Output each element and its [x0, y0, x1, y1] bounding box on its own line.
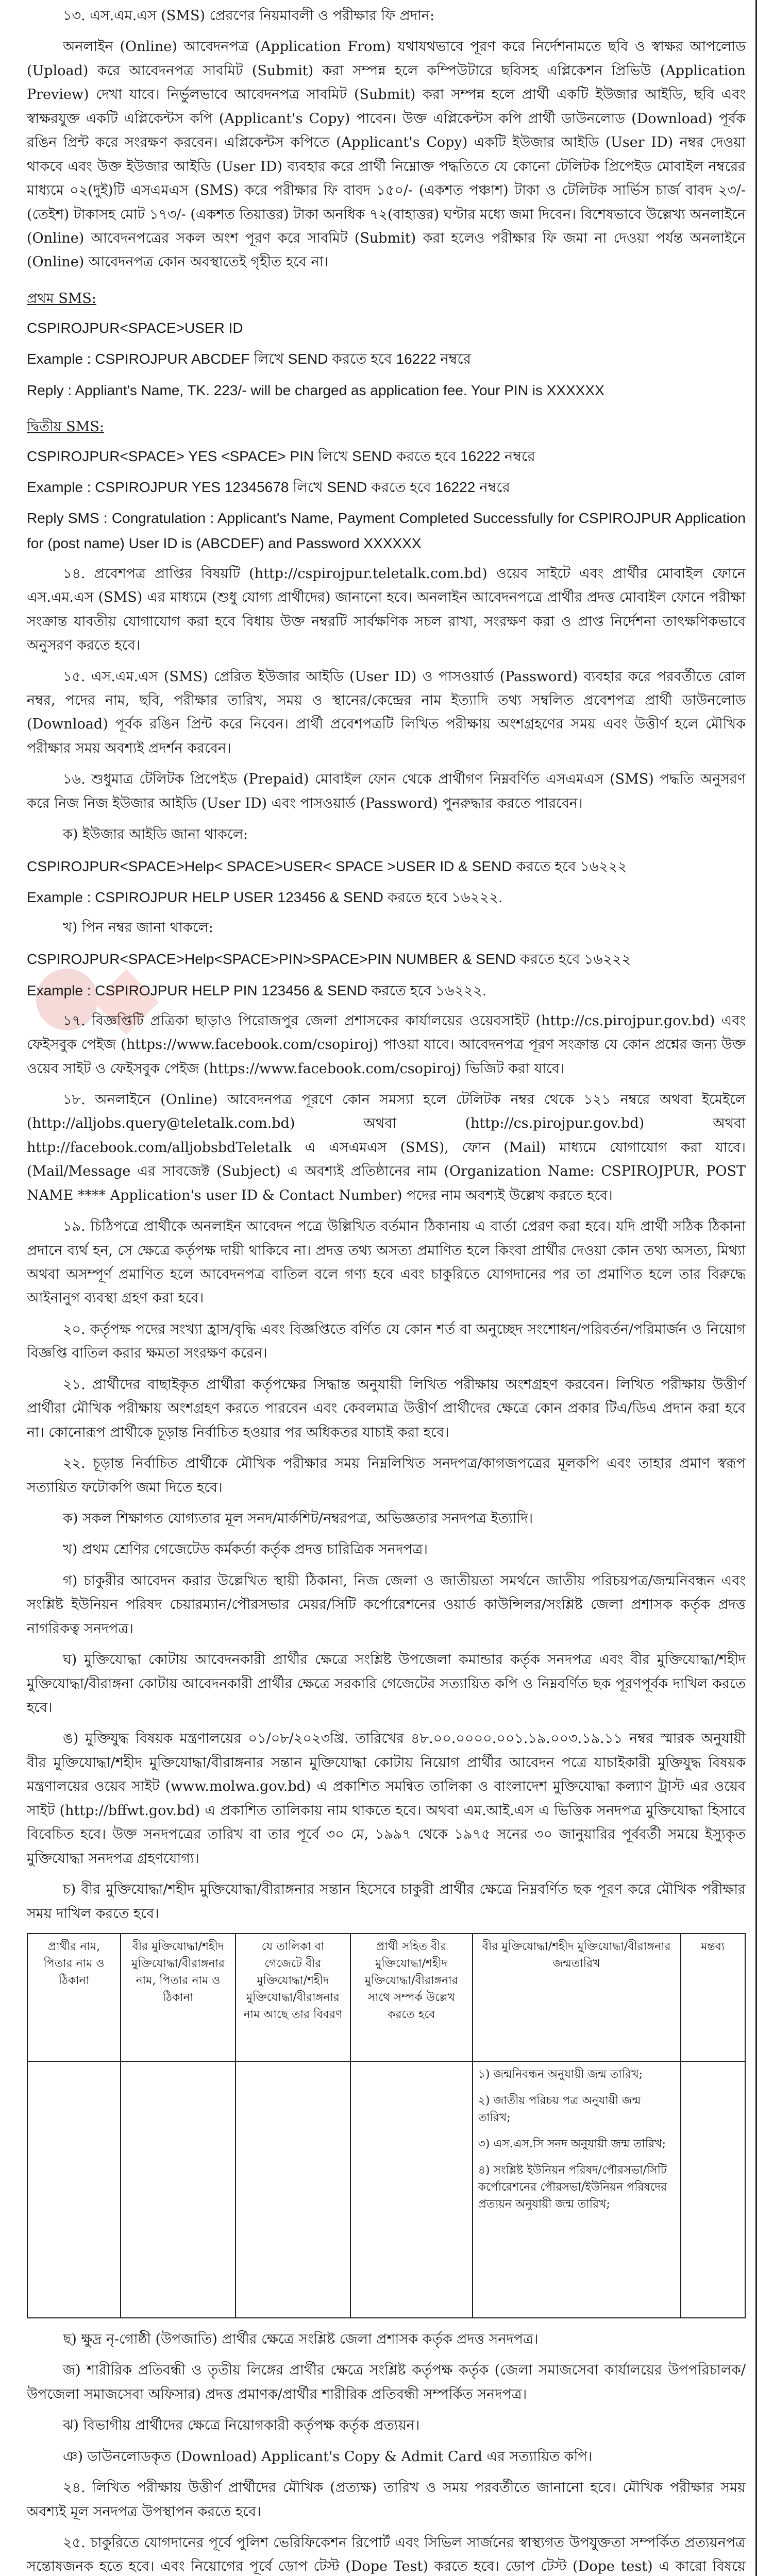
paragraph-16-b-example: Example : CSPIROJPUR HELP PIN 123456 & SEND করতে হবে ১৬২২২.	[27, 982, 486, 998]
document-content	[27, 4, 746, 2576]
paragraph-22: ২২. চূড়ান্ত নির্বাচিত প্রার্থীকে মৌখিক পরীক্ষার সময় নিম্নলিখিত সনদপত্র/কাগজপত্রের মূলকপি এবং তাহার প্রমাণ স্বরূপ সত্যায়িত ফটোকপি জমা দিতে হবে।	[27, 1455, 746, 1496]
table-cell-birth-dates	[473, 2061, 681, 2318]
table-cell	[121, 2061, 236, 2318]
paragraph-21: ২১. প্রার্থীদের বাছাইকৃত প্রার্থীরা কর্তৃপক্ষের সিদ্ধান্ত অনুযায়ী লিখিত পরীক্ষায় অংশগ্রহণ করবেন। লিখিত পরীক্ষায় উত্তীর্ণ প্রার্থীরা মৌখিক পরীক্ষায় অংশগ্রহণ করতে পারবেন এবং কেবলমাত্র উত্তীর্ণ প্রার্থীদের ক্ষেত্রে কোন প্রকার টিএ/ডিএ প্রদান করা হবে না। কোনোরূপ প্রার্থীকে চূড়ান্ত নির্বাচিত হওয়ার পর অধিকতর যাচাই করা হবে।	[27, 1376, 746, 1440]
table-cell	[681, 2061, 745, 2318]
table-header-cell: প্রার্থী সহিত বীর মুক্তিযোদ্ধা/শহীদ মুক্তিযোদ্ধা/বীরাঙ্গনার সাথে সম্পর্ক উল্লেখ করতে হবে	[350, 1934, 473, 2061]
paragraph-16-a-example: Example : CSPIROJPUR HELP USER 123456 & SEND করতে হবে ১৬২২২.	[27, 889, 502, 905]
paragraph-27: ঙ) মুক্তিযুদ্ধ বিষয়ক মন্ত্রণালয়ের ০১/০৮/২০২৩খ্রি. তারিখের ৪৮.০০.০০০০.০০১.১৯.০০৩.১৯.১১ নম্বর স্মারক অনুযায়ী বীর মুক্তিযোদ্ধা/শহীদ মুক্তিযোদ্ধা/বীরাঙ্গনার সন্তান মুক্তিযোদ্ধা কোটায় নিয়োগ প্রার্থীর আবেদন পত্রে যাচাইকারী মুক্তিযুদ্ধ বিষয়ক মন্ত্রণালয়ের ওয়েব সাইট (www.molwa.gov.bd) এ প্রকাশিত সমন্বিত তালিকা ও বাংলাদেশ মুক্তিযোদ্ধা কল্যাণ ট্রাস্ট এর ওয়েব সাইট (http://bffwt.gov.bd) এ প্রকাশিত তালিকায় নাম থাকতে হবে। অথবা এম.আই.এস এ ভিত্তিক সনদপত্র মুক্তিযোদ্ধা হিসাবে বিবেচিত হবে। উক্ত সনদপত্রের তারিখ বা তার পূর্বে ৩০ মে, ১৯৯৭ থেকে ১৯৭৫ সনের ৩০ জানুয়ারির পূর্ববর্তী সময়ে ইস্যুকৃত মুক্তিযোদ্ধা সনদপত্র গ্রহণযোগ্য।	[27, 1731, 746, 1867]
paragraph-33: ২৪. লিখিত পরীক্ষায় উত্তীর্ণ প্রার্থীদের মৌখিক (প্রত্যক্ষ) তারিখ ও সময় পরবর্তীতে জানানো হবে। মৌখিক পরীক্ষার সময় অবশ্যই মূল সনদপত্র উপস্থাপন করতে হবে।	[27, 2480, 746, 2520]
paragraph-20: ২০. কর্তৃপক্ষ পদের সংখ্যা হ্রাস/বৃদ্ধি এবং বিজ্ঞপ্তিতে বর্ণিত যে কোন শর্ত বা অনুচ্ছেদ সংশোধন/পরিবর্তন/পরিমার্জন ও নিয়োগ বিজ্ঞপ্তি বাতিল করার ক্ষমতা সংরক্ষণ করেন।	[27, 1321, 746, 1362]
table-cell	[27, 2061, 121, 2318]
paragraph-16: ১৬. শুধুমাত্র টেলিটক প্রিপেইড (Prepaid) মোবাইল ফোন থেকে প্রার্থীগণ নিম্নবর্ণিত এসএমএস (SMS) পদ্ধতি অনুসরণ করে নিজ নিজ ইউজার আইডি (User ID) এবং পাসওয়ার্ড (Password) পুনরুদ্ধার করতে পারবেন।	[27, 771, 746, 811]
second-sms-heading: দ্বিতীয় SMS:	[27, 418, 104, 435]
second-sms-reply: Reply SMS : Congratulation : Applicant's Name, Payment Completed Successfully for CSPIROJPUR Application for (post name) User ID is (ABCDEF) and Password XXXXXX	[27, 510, 746, 551]
paragraph-16-b-format: CSPIROJPUR<SPACE>Help<SPACE>PIN>SPACE>PIN NUMBER & SEND করতে হবে ১৬২২২	[27, 951, 631, 968]
paragraph-26: ঘ) মুক্তিযোদ্ধা কোটায় আবেদনকারী প্রার্থীর ক্ষেত্রে সংশ্লিষ্ট উপজেলা কমান্ডার কর্তৃক সনদপত্র এবং বীর মুক্তিযোদ্ধা/শহীদ মুক্তিযোদ্ধা/বীরাঙ্গনা কোটায় আবেদনকারী প্রার্থীর ক্ষেত্রে সরকারি গেজেটের সত্যায়িত কপি ও নিম্নবর্ণিত ছক পূরণপূর্বক দাখিল করতে হবে।	[27, 1652, 746, 1716]
paragraph-28: চ) বীর মুক্তিযোদ্ধা/শহীদ মুক্তিযোদ্ধা/বীরাঙ্গনার সন্তান হিসেবে চাকুরী প্রার্থীর ক্ষেত্রে নিম্নবর্ণিত ছক পূরণ করে মৌখিক পরীক্ষার সময় দাখিল করতে হবে।	[27, 1882, 746, 1922]
birth-date-list	[478, 2066, 675, 2213]
paragraph-online-intro: অনলাইন (Online) আবেদনপত্র (Application From) যথাযথভাবে পূরণ করে নির্দেশনামতে ছবি ও স্বাক্ষর আপলোড (Upload) করে আবেদনপত্র সাবমিট (Submit) করা সম্পন্ন হলে কম্পিউটারে ছবিসহ এপ্লিকেশন প্রিভিউ (Application Preview) দেখা যাবে। নির্ভুলভাবে আবেদনপত্র সাবমিট (Submit) করা সম্পন্ন হলে প্রার্থী একটি ইউজার আইডি, ছবি এবং স্বাক্ষরযুক্ত একটি এপ্লিকেন্টস কপি (Applicant's Copy) পাবেন। উক্ত এপ্লিকেন্টস কপি প্রার্থী ডাউনলোড (Download) পূর্বক রঙিন প্রিন্ট করে সংরক্ষণ করবেন। এপ্লিকেন্টস কপিতে (Applicant's Copy) একটি ইউজার আইডি (User ID) নম্বর দেওয়া থাকবে এবং উক্ত ইউজার আইডি (User ID) ব্যবহার করে প্রার্থী নিম্নোক্ত পদ্ধতিতে যে কোনো টেলিটক প্রিপেইড মোবাইল নম্বরের মাধ্যমে ০২(দুই)টি এসএমএস (SMS) করে পরীক্ষার ফি বাবদ ১৫০/- (একশত পঞ্চাশ) টাকা ও টেলিটক সার্ভিস চার্জ বাবদ ২৩/- (তেইশ) টাকাসহ মোট ১৭৩/- (একশত তিয়াত্তর) টাকা অনধিক ৭২(বাহাত্তর) ঘণ্টার মধ্যে জমা দিবেন। বিশেষভাবে উল্লেখ্য অনলাইনে (Online) আবেদনপত্রের সকল অংশ পূরণ করে সাবমিট (Submit) করা হলেও পরীক্ষার ফি জমা না দেওয়া পর্যন্ত অনলাইনে (Online) আবেদনপত্র কোন অবস্থাতেই গৃহীত হবে না।	[27, 39, 746, 270]
paragraph-31: ঝ) বিভাগীয় প্রার্থীদের ক্ষেত্রে নিয়োগকারী কর্তৃপক্ষ কর্তৃক প্রত্যয়ন।	[63, 2417, 420, 2434]
list-item: ১) জন্মনিবন্ধন অনুযায়ী জন্ম তারিখ;	[478, 2067, 643, 2081]
table-cell	[236, 2061, 350, 2318]
first-sms-reply: Reply : Appliant's Name, TK. 223/- will be charged as application fee. Your PIN is XXXXXX	[27, 382, 604, 398]
first-sms-heading: প্রথম SMS:	[27, 290, 96, 307]
paragraph-29: ছ) ক্ষুদ্র নৃ-গোষ্ঠী (উপজাতি) প্রার্থীর ক্ষেত্রে সংশ্লিষ্ট জেলা প্রশাসক কর্তৃক প্রদত্ত সনদপত্র।	[63, 2331, 539, 2347]
paragraph-19: ১৯. চিঠিপত্রে প্রার্থীকে অনলাইন আবেদন পত্রে উল্লিখিত বর্তমান ঠিকানায় এ বার্তা প্রেরণ করা হবে। যদি প্রার্থী সঠিক ঠিকানা প্রদানে ব্যর্থ হন, সে ক্ষেত্রে কর্তৃপক্ষ দায়ী থাকিবে না। প্রদত্ত তথ্য অসত্য প্রমাণিত হলে কিংবা প্রার্থীর দেওয়া কোন তথ্য অসত্য, মিথ্যা অথবা অসম্পূর্ণ প্রমাণিত হলে আবেদনপত্র বাতিল বলে গণ্য হবে এবং চাকুরিতে যোগদানের পর তা প্রমাণিত হলে তার বিরুদ্ধে আইনানুগ ব্যবস্থা গ্রহণ করা হবে।	[27, 1218, 746, 1307]
paragraph-15: ১৫. এস.এম.এস (SMS) প্রেরিত ইউজার আইডি (User ID) ও পাসওয়ার্ড (Password) ব্যবহার করে পরবর্তীতে রোল নম্বর, পদের নাম, ছবি, পরীক্ষার তারিখ, সময় ও স্থানের/কেন্দ্রের নাম ইত্যাদি তথ্য সম্বলিত প্রবেশপত্র প্রার্থী ডাউনলোড (Download) পূর্বক রঙিন প্রিন্ট করে নিবেন। প্রার্থী প্রবেশপত্রটি লিখিত পরীক্ষায় অংশগ্রহণের সময় এবং উত্তীর্ণ হলে মৌখিক পরীক্ষার সময় অবশ্যই প্রদর্শন করবেন।	[27, 668, 746, 756]
paragraph-23: ক) সকল শিক্ষাগত যোগ্যতার মূল সনদ/মার্কশিট/নম্বরপত্র, অভিজ্ঞতার সনদপত্র ইত্যাদি।	[63, 1510, 533, 1527]
table-header-row	[27, 1934, 745, 2061]
list-item: ৩) এস.এস.সি সনদ অনুযায়ী জন্ম তারিখ;	[478, 2137, 666, 2150]
list-item: ৪) সংশ্লিষ্ট ইউনিয়ন পরিষদ/পৌরসভা/সিটি কর্পোরেশনের পৌরসভা/ইউনিয়ন পরিষদের প্রত্যয়ন অনুযায়ী জন্ম তারিখ;	[478, 2163, 667, 2211]
table-header-cell: যে তালিকা বা গেজেটে বীর মুক্তিযোদ্ধা/শহীদ মুক্তিযোদ্ধা/বীরাঙ্গনার নাম আছে তার বিবরণ	[236, 1934, 350, 2061]
list-item: ২) জাতীয় পরিচয় পত্র অনুযায়ী জন্ম তারিখ;	[478, 2094, 641, 2124]
freedom-fighter-table	[27, 1933, 746, 2318]
paragraph-17: ১৭. বিজ্ঞপ্তিটি প্রত্রিকা ছাড়াও পিরোজপুর জেলা প্রশাসকের কার্যালয়ের ওয়েবসাইট (http://cs.pirojpur.gov.bd) এবং ফেইসবুক পেইজ (https://www.facebook.com/csopiroj) পাওয়া যাবে। আবেদনপত্র পূরণ সংক্রান্ত যে কোন প্রশ্নের জন্য উক্ত ওয়েব সাইট ও ফেইসবুক পেইজ (https://www.facebook.com/csopiroj) ভিজিট করা যাবে।	[27, 1012, 746, 1077]
paragraph-16-a: ক) ইউজার আইডি জানা থাকলে:	[63, 826, 248, 843]
first-sms-example: Example : CSPIROJPUR ABCDEF লিখে SEND করতে হবে 16222 নম্বরে	[27, 351, 472, 367]
paragraph-30: জ) শারীরিক প্রতিবন্ধী ও তৃতীয় লিঙ্গের প্রার্থীর ক্ষেত্রে সংশ্লিষ্ট কর্তৃপক্ষ কর্তৃক (জেলা সমাজসেবা কার্যালয়ের উপপরিচালক/উপজেলা সমাজসেবা অফিসার) প্রদত্ত প্রমাণক/প্রার্থীর শারীরিক প্রতিবন্ধী সম্পর্কিত সনদপত্র।	[27, 2362, 746, 2402]
table-header-cell: মন্তব্য	[681, 1934, 745, 2061]
paragraph-32: ঞ) ডাউনলোডকৃত (Download) Applicant's Copy & Admit Card এর সত্যায়িত কপি।	[63, 2448, 593, 2465]
section-title: ১৩. এস.এম.এস (SMS) প্রেরণের নিয়মাবলী ও পরীক্ষার ফি প্রদান:	[63, 8, 435, 24]
table-cell	[350, 2061, 473, 2318]
paragraph-14: ১৪. প্রবেশপত্র প্রাপ্তির বিষয়টি (http://cspirojpur.teletalk.com.bd) ওয়েব সাইটে এবং প্রার্থীর মোবাইল ফোনে এস.এম.এস (SMS) এর মাধ্যমে (শুধু যোগ্য প্রার্থীদের) জানানো হবে। অনলাইন আবেদনপত্রে প্রার্থীর প্রদত্ত মোবাইল ফোনে পরীক্ষা সংক্রান্ত যাবতীয় যোগাযোগ করা হবে বিধায় উক্ত নম্বরটি সার্বক্ষণিক সচল রাখা, সংরক্ষণ করা ও প্রাপ্ত নির্দেশনা তাৎক্ষণিকভাবে অনুসরণ করতে হবে।	[27, 565, 746, 654]
paragraph-24: খ) প্রথম শ্রেণির গেজেটেড কর্মকর্তা কর্তৃক প্রদত্ত চারিত্রিক সনদপত্র।	[63, 1541, 428, 1558]
table-header-cell: বীর মুক্তিযোদ্ধা/শহীদ মুক্তিযোদ্ধা/বীরাঙ্গনার জন্মতারিখ	[473, 1934, 681, 2061]
table-header-cell: প্রার্থীর নাম, পিতার নাম ও ঠিকানা	[27, 1934, 121, 2061]
table-row	[27, 2061, 745, 2318]
paragraph-16-a-format: CSPIROJPUR<SPACE>Help< SPACE>USER< SPACE >USER ID & SEND করতে হবে ১৬২২২	[27, 858, 627, 874]
first-sms-format: CSPIROJPUR<SPACE>USER ID	[27, 320, 243, 336]
paragraph-25: গ) চাকুরীর আবেদন করার উল্লেখিত স্থায়ী ঠিকানা, নিজ জেলা ও জাতীয়তা সমর্থনে জাতীয় পরিচয়পত্র/জন্মনিবন্ধন এবং সংশ্লিষ্ট ইউনিয়ন পরিষদ চেয়ারম্যান/পৌরসভার মেয়র/সিটি কর্পোরেশনের ওয়ার্ড কাউন্সিলর/সংশ্লিষ্ট জেলা প্রশাসক কর্তৃক প্রদত্ত নাগরিকত্ব সনদপত্র।	[27, 1572, 746, 1637]
paragraph-34: ২৫. চাকুরিতে যোগদানের পূর্বে পুলিশ ভেরিফিকেশন রিপোর্ট এবং সিভিল সার্জনের স্বাস্থ্যগত উপযুক্ততা সম্পর্কিত প্রত্যয়নপত্র সন্তোষজনক হতে হবে। এবং নিয়োগের পূর্বে ডোপ টেস্ট (Dope Test) করতে হবে। ডোপ টেস্ট (Dope test) এ কারো বিষয়ে	[27, 2535, 746, 2575]
table-header-cell: বীর মুক্তিযোদ্ধা/শহীদ মুক্তিযোদ্ধা/বীরাঙ্গনার নাম, পিতার নাম ও ঠিকানা	[121, 1934, 236, 2061]
second-sms-example: Example : CSPIROJPUR YES 12345678 লিখে SEND করতে হবে 16222 নম্বরে	[27, 479, 510, 496]
paragraph-18: ১৮. অনলাইনে (Online) আবেদনপত্র পূরণে কোন সমস্যা হলে টেলিটক নম্বর থেকে ১২১ নম্বরে অথবা ইমেইলে (http://alljobs.query@teletalk.com.bd) অথবা (http://cs.pirojpur.gov.bd) অথবা http://facebook.com/alljobsbdTeletalk এ এসএমএস (SMS), ফোন (Mail) মাধ্যমে যোগাযোগ করা যাবে। (Mail/Message এর সাবজেক্ট (Subject) এ অবশ্যই প্রতিষ্ঠানের নাম (Organization Name: CSPIROJPUR, POST NAME **** Application's user ID & Contact Number) পদের নাম অবশ্যই উল্লেখ করতে হবে।	[27, 1091, 746, 1204]
second-sms-format: CSPIROJPUR<SPACE> YES <SPACE> PIN লিখে SEND করতে হবে 16222 নম্বরে	[27, 448, 535, 465]
paragraph-16-b: খ) পিন নম্বর জানা থাকলে:	[63, 919, 213, 936]
